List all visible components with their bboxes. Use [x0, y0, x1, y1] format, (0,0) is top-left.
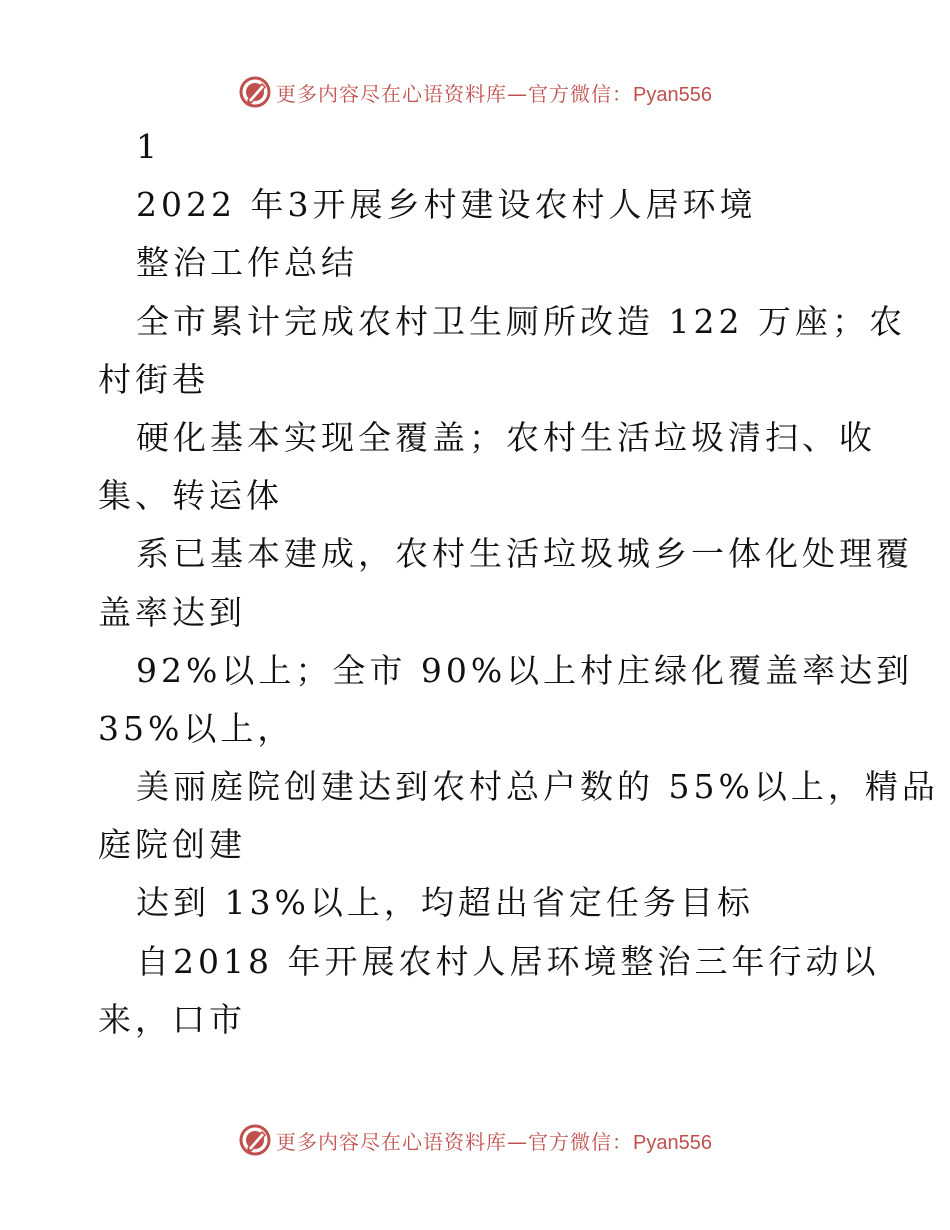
pen-logo-icon — [238, 75, 272, 109]
body-line: 集、转运体 — [98, 476, 283, 516]
header-watermark-banner — [0, 70, 950, 114]
footer-watermark-banner — [0, 1118, 950, 1162]
body-line: 美丽庭院创建达到农村总户数的 55%以上，精品 — [136, 767, 939, 807]
document-body — [98, 118, 939, 1049]
header-banner-text — [276, 78, 712, 107]
header-banner-cn: 更多内容尽在心语资料库—官方微信： — [276, 81, 634, 106]
body-line: 来，口市 — [98, 999, 246, 1039]
body-line: 庭院创建 — [98, 825, 246, 865]
header-banner-id: Pyan556 — [633, 83, 712, 106]
body-line: 2022 年3开展乡村建设农村人居环境 — [136, 185, 757, 225]
body-line: 达到 13%以上，均超出省定任务目标 — [136, 883, 754, 923]
body-line: 整治工作总结 — [136, 243, 358, 283]
body-line: 盖率达到 — [98, 592, 246, 632]
footer-banner-cn: 更多内容尽在心语资料库—官方微信： — [276, 1129, 634, 1154]
body-line: 村街巷 — [98, 359, 209, 399]
footer-banner-id: Pyan556 — [633, 1131, 712, 1154]
body-line: 自2018 年开展农村人居环境整治三年行动以 — [136, 941, 880, 981]
footer-banner-text — [276, 1126, 712, 1155]
body-line: 92%以上；全市 90%以上村庄绿化覆盖率达到 — [136, 650, 914, 690]
body-line: 全市累计完成农村卫生厕所改造 122 万座；农 — [136, 301, 906, 341]
body-line: 35%以上， — [98, 708, 295, 748]
body-line: 1 — [136, 127, 161, 166]
pen-logo-icon — [238, 1123, 272, 1157]
body-line: 硬化基本实现全覆盖；农村生活垃圾清扫、收 — [136, 417, 876, 457]
body-line: 系已基本建成，农村生活垃圾城乡一体化处理覆 — [136, 534, 913, 574]
